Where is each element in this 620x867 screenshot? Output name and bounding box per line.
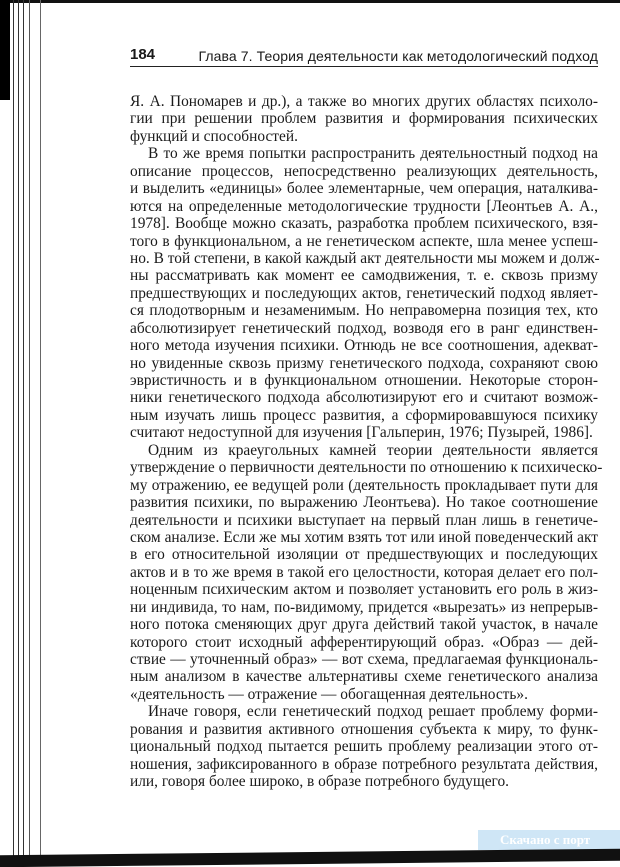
text-line: циональный подход пытается решить проблему реализации этого от- xyxy=(130,738,598,756)
text-line: ноценным психическим актом и позволяет установить его роль в жиз- xyxy=(130,581,598,599)
text-line: предшествующих и последующих актов, генетический подход являет- xyxy=(130,284,598,302)
text-line: ны рассматривать как момент ее самодвижения, т. е. сквозь призму xyxy=(130,267,598,285)
page-edge-line xyxy=(18,0,19,864)
text-line: ного потока сменяющих друг друга действий такой участок, в начале xyxy=(130,616,598,634)
text-line: ным анализом в качестве альтернативы схеме генетического анализа xyxy=(130,668,598,686)
text-line: ного метода изучения психики. Отнюдь не все соотношения, адекват- xyxy=(130,337,598,355)
text-line: которого стоит исходный афферентирующий образ. «Образ — дей- xyxy=(130,633,598,651)
text-line: ношения, зафиксированного в образе потребного результата действия, xyxy=(130,755,598,773)
text-line: ники генетического подхода абсолютизируют его и считают возмож- xyxy=(130,389,598,407)
text-line: ся плодотворным и незаменимым. Но неправомерна позиция тех, кто xyxy=(130,302,598,320)
page-edge-line xyxy=(40,0,41,864)
text-line: «деятельность — отражение — обогащенная деятельность». xyxy=(130,685,528,703)
text-line: ском анализе. Если же мы хотим взять тот или иной поведенческий акт xyxy=(130,528,598,546)
text-line: ным изучать лишь процесс развития, а сформировавшуюся психику xyxy=(130,406,598,424)
text-line: Я. А. Пономарев и др.), а также во многих других областях психоло- xyxy=(130,93,598,110)
text-line: развития психики, по выражению Леонтьева). Но такое соотношение xyxy=(130,494,598,512)
page-edge-line xyxy=(23,0,24,864)
text-line: в его относительной изоляции от предшествующих и последующих xyxy=(130,546,598,564)
text-line: того в функциональном, а не генетическом аспекте, шла менее успеш- xyxy=(130,232,598,250)
text-line: но. В той степени, в какой каждый акт деятельности мы можем и долж- xyxy=(130,249,600,267)
body-text xyxy=(130,93,603,791)
text-line: рования и развития активного отношения субъекта к миру, то функ- xyxy=(130,720,598,738)
watermark-banner xyxy=(478,830,620,850)
page-bottom-edge xyxy=(0,849,620,867)
text-line: гии при решении проблем развития и формирования психических xyxy=(130,110,598,128)
text-line: ни индивида, то нам, по-видимому, придется «вырезать» из непрерыв- xyxy=(130,598,598,616)
text-line: и выделить «единицы» более элементарные, чем операция, наталкива- xyxy=(130,180,598,198)
page-top-edge xyxy=(0,0,620,3)
text-line: деятельности и психики выступает на первый план лишь в генетиче- xyxy=(130,511,598,529)
running-header xyxy=(130,44,598,67)
text-line: В то же время попытки распространить деятельностный подход на xyxy=(148,145,598,163)
text-line: абсолютизирует генетический подход, возводя его в ранг единствен- xyxy=(130,319,598,337)
page-edge-line xyxy=(29,0,30,864)
text-line: му отражению, ее ведущей роли (деятельность прокладывает пути для xyxy=(130,476,598,494)
chapter-title: Глава 7. Теория деятельности как методологический подход xyxy=(198,48,598,64)
text-line: или, говоря более широко, в образе потребного будущего. xyxy=(130,773,510,791)
text-line: функций и способностей. xyxy=(130,127,298,145)
text-line: ются на определенные методологические трудности [Леонтьев А. А., xyxy=(130,197,598,215)
book-spine-shadow xyxy=(0,0,10,100)
page-number: 184 xyxy=(130,46,156,63)
text-line: Иначе говоря, если генетический подход решает проблему форми- xyxy=(148,703,598,721)
text-line: но увиденные сквозь призму генетического подхода, сохраняют свою xyxy=(130,354,598,372)
text-line: ствие — уточненный образ» — вот схема, предлагаемая функциональ- xyxy=(130,651,598,668)
text-line: утверждение о первичности деятельности по отношению к психическо- xyxy=(130,459,603,477)
text-line: эвристичность и в функциональном отношении. Некоторые сторон- xyxy=(130,372,598,389)
text-line: 1978]. Вообще можно сказать, разработка проблем психического, взя- xyxy=(130,215,598,233)
text-line: актов и в то же время в такой его целостности, которая делает его пол- xyxy=(130,563,598,581)
page-edge-line xyxy=(13,0,14,864)
watermark-text: Скачано с порт xyxy=(500,832,591,847)
text-line: описание процессов, непосредственно реализующих деятельность, xyxy=(130,162,598,180)
text-line: Одним из краеугольных камней теории деятельности является xyxy=(148,441,598,459)
text-line: считают недоступной для изучения [Гальперин, 1976; Пузырей, 1986]. xyxy=(130,424,593,442)
